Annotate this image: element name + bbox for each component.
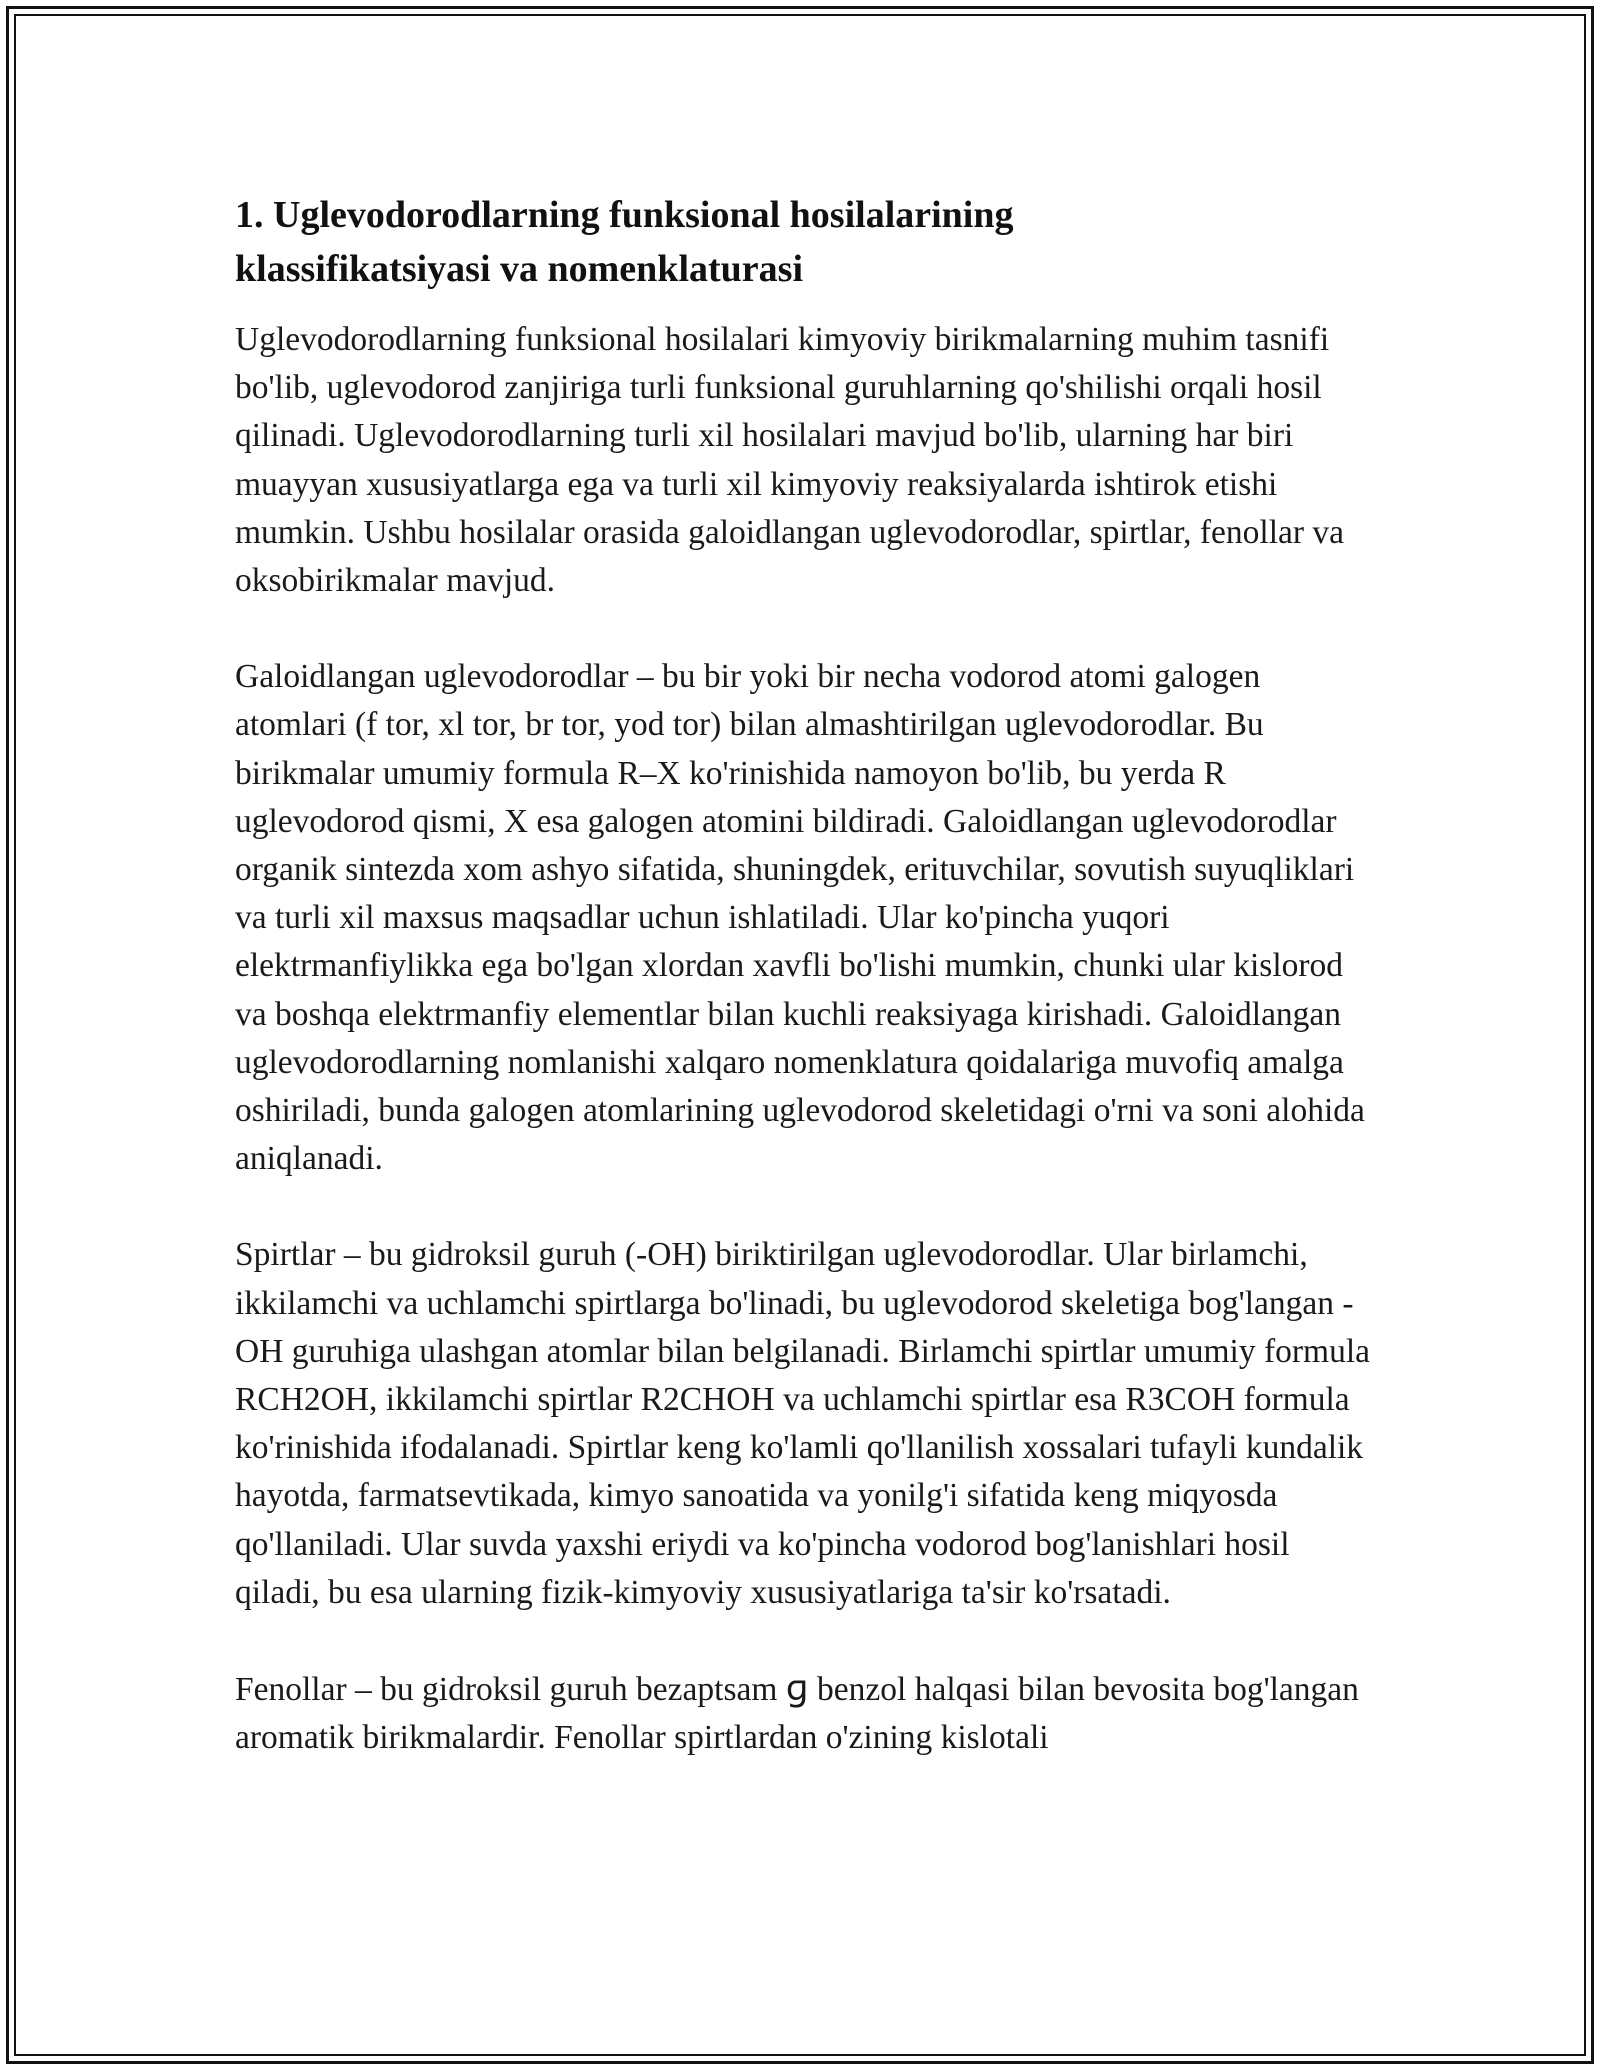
- paragraph-phenols: [235, 1665, 1375, 1762]
- paragraph-halogenated: Galoidlangan uglevodorodlar – bu bir yoki bir necha vodorod atomi galogen atomlari (f tor, xl tor, br tor, yod tor) bilan almashtirilgan uglevodorodlar. Bu birikmalar umumiy formula R–X ko'rinishida namoyon bo'lib, bu yerda R uglevodorod qismi, X esa galogen atomini bildiradi. Galoidlangan uglevodorodlar organik sintezda xom ashyo sifatida, shuningdek, erituvchilar, sovutish suyuqliklari va turli xil maxsus maqsadlar uchun ishlatiladi. Ular ko'pincha yuqori elektrmanfiylikka ega bo'lgan xlordan xavfli bo'lishi mumkin, chunki ular kislorod va boshqa elektrmanfiy elementlar bilan kuchli reaksiyaga kirishadi. Galoidlangan uglevodorodlarning nomlanishi xalqaro nomenklatura qoidalariga muvofiq amalga oshiriladi, bunda galogen atomlarining uglevodorod skeletidagi o'rni va soni alohida aniqlanadi.: [235, 658, 1365, 1178]
- paragraph-phenols-start: Fenollar – bu gidroksil guruh bezaptsam: [235, 1671, 786, 1709]
- section-heading: [235, 188, 1375, 296]
- paragraph-intro: Uglevodorodlarning funksional hosilalari kimyoviy birikmalarning muhim tasnifi bo'lib, uglevodorod zanjiriga turli funksional guruhlarning qo'shilishi orqali hosil qilinadi. Uglevodorodlarning turli xil hosilalari mavjud bo'lib, ularning har biri muayyan xususiyatlarga ega va turli xil kimyoviy reaksiyalarda ishtirok etishi mumkin. Ushbu hosilalar orasida galoidlangan uglevodorodlar, spirtlar, fenollar va oksobirikmalar mavjud.: [235, 321, 1345, 600]
- section-heading-line2: klassifikatsiyasi va nomenklaturasi: [235, 248, 803, 290]
- paragraph-phenols-glyph: ɡ: [785, 1668, 809, 1710]
- paragraph-phenols-end: benzol halqasi bilan bevosita bog'langan aromatik birikmalardir. Fenollar spirtlardan o'zining kislotali: [235, 1671, 1359, 1757]
- paragraph-alcohols: Spirtlar – bu gidroksil guruh (-OH) biriktirilgan uglevodorodlar. Ular birlamchi, ikkilamchi va uchlamchi spirtlarga bo'linadi, bu uglevodorod skeletiga bog'langan -OH guruhiga ulashgan atomlar bilan belgilanadi. Birlamchi spirtlar umumiy formula RCH2OH, ikkilamchi spirtlar R2CHOH va uchlamchi spirtlar esa R3COH formula ko'rinishida ifodalanadi. Spirtlar keng ko'lamli qo'llanilish xossalari tufayli kundalik hayotda, farmatsevtikada, kimyo sanoatida va yonilg'i sifatida keng miqyosda qo'llaniladi. Ular suvda yaxshi eriydi va ko'pincha vodorod bog'lanishlari hosil qiladi, bu esa ularning fizik-kimyoviy xususiyatlariga ta'sir ko'rsatadi.: [235, 1236, 1371, 1611]
- section-heading-line1: 1. Uglevodorodlarning funksional hosilalarining: [235, 194, 1014, 236]
- document-body: [235, 188, 1375, 1810]
